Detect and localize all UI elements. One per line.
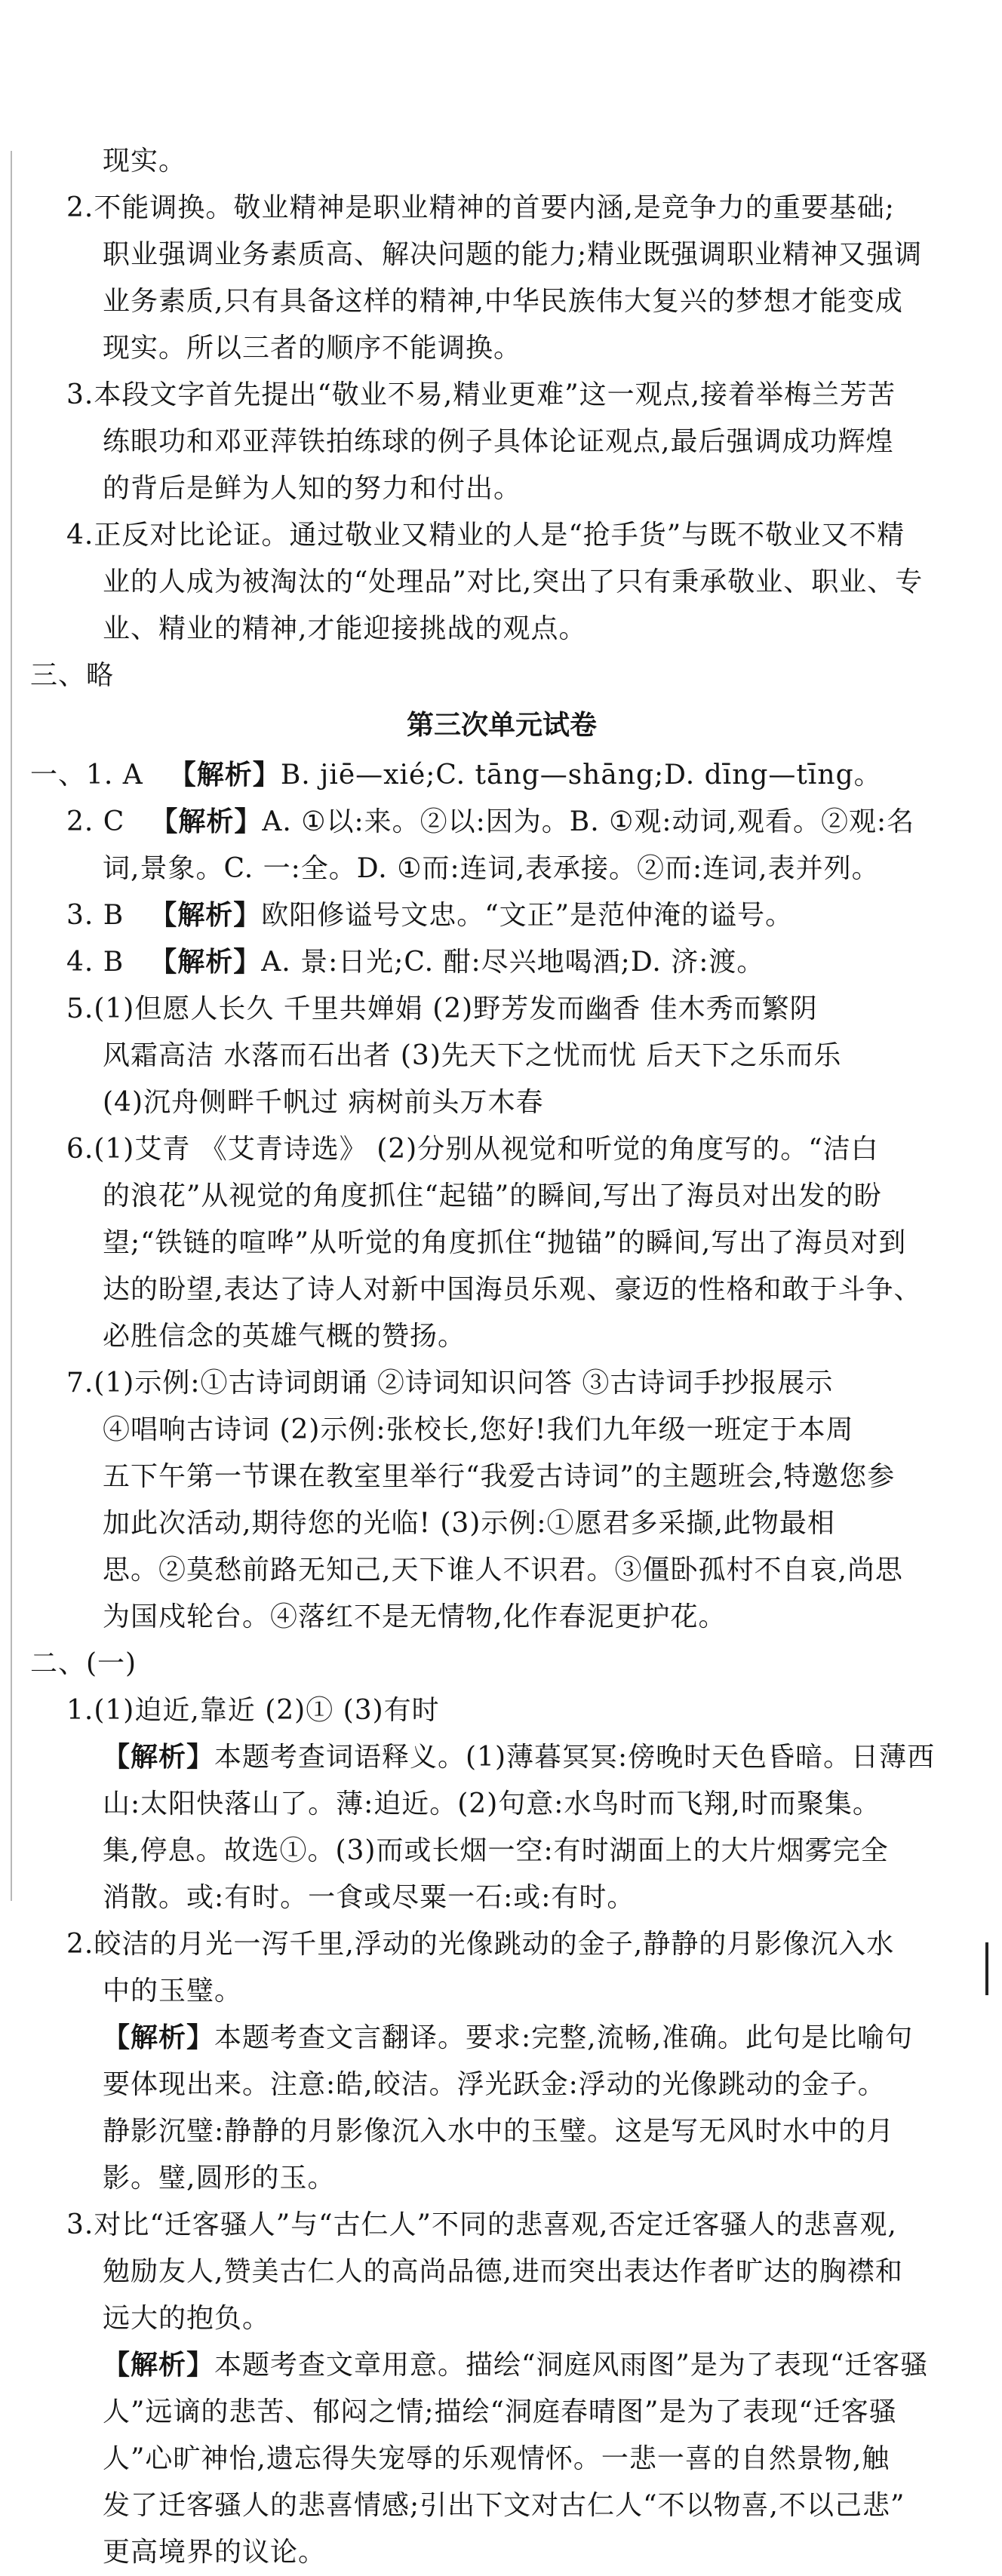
page-edge-mark <box>985 1942 988 1995</box>
text-line: 练眼功和邓亚萍铁拍练球的例子具体论证观点,最后强调成功辉煌 <box>103 426 894 457</box>
analysis-text: 本题考查文章用意。描绘“洞庭风雨图”是为了表现“迁客骚 <box>214 2350 929 2381</box>
answer-item-5: 5.(1)但愿人长久 千里共婵娟 (2)野芳发而幽香 佳木秀而繁阴 <box>66 993 818 1024</box>
text-line: 更高境界的议论。 <box>103 2537 327 2568</box>
text-line: 加此次活动,期待您的光临! (3)示例:①愿君多采撷,此物最相 <box>103 1508 835 1539</box>
answer-item-3 <box>30 892 973 939</box>
text-line: 思。②莫愁前路无知己,天下谁人不识君。③僵卧孤村不自哀,尚思 <box>103 1555 903 1586</box>
item-head: 3. B <box>66 900 124 931</box>
text-line: 望;“铁链的喧哗”从听觉的角度抓住“抛锚”的瞬间,写出了海员对到 <box>103 1227 907 1258</box>
text-line: 消散。或:有时。一食或尽粟一石:或:有时。 <box>103 1882 635 1913</box>
analysis-tag: 【解析】 <box>168 760 281 791</box>
answer-item-2: 2.皎洁的月光一泻千里,浮动的光像跳动的金子,静静的月影像沉入水 <box>66 1929 895 1960</box>
text-line: 静影沉璧:静静的月影像沉入水中的玉璧。这是写无风时水中的月 <box>103 2116 895 2147</box>
answer-item-3: 3.对比“迁客骚人”与“古仁人”不同的悲喜观,否定迁客骚人的悲喜观, <box>66 2209 897 2240</box>
text-line: 业务素质,只有具备这样的精神,中华民族伟大复兴的梦想才能变成 <box>103 286 903 317</box>
answer-page <box>30 138 973 2576</box>
analysis-tag: 【解析】 <box>103 2350 215 2381</box>
text-line: (4)沉舟侧畔千帆过 病树前头万木春 <box>103 1087 544 1118</box>
analysis-line <box>30 1734 973 1781</box>
text-line: 的背后是鲜为人知的努力和付出。 <box>103 473 522 504</box>
answer-item-2 <box>30 799 973 846</box>
text-line: 职业强调业务素质高、解决问题的能力;精业既强调职业精神又强调 <box>103 239 923 270</box>
analysis-text: 欧阳修谥号文忠。“文正”是范仲淹的谥号。 <box>261 900 794 931</box>
answer-item-1 <box>30 752 973 799</box>
text-line: 人”远谪的悲苦、郁闷之情;描绘“洞庭春晴图”是为了表现“迁客骚 <box>103 2396 897 2427</box>
analysis-tag: 【解析】 <box>150 806 263 837</box>
text-line: 业、精业的精神,才能迎接挑战的观点。 <box>103 613 587 644</box>
analysis-text: B. jiē—xié;C. tāng—shāng;D. dīng—tīng。 <box>280 760 882 791</box>
analysis-text: A. 景:日光;C. 酣:尽兴地喝酒;D. 济:渡。 <box>261 947 765 978</box>
text-line: 为国戍轮台。④落红不是无情物,化作春泥更护花。 <box>103 1601 727 1632</box>
item-head: 2. C <box>66 806 125 837</box>
text-line: 必胜信念的英雄气概的赞扬。 <box>103 1321 466 1352</box>
answer-item-3: 3.本段文字首先提出“敬业不易,精业更难”这一观点,接着举梅兰芳苦 <box>66 379 896 410</box>
text-line: 山:太阳快落山了。薄:迫近。(2)句意:水鸟时而飞翔,时而聚集。 <box>103 1788 881 1819</box>
text-line: 发了迁客骚人的悲喜情感;引出下文对古仁人“不以物喜,不以己悲” <box>103 2490 905 2521</box>
text-line: 要体现出来。注意:皓,皎洁。浮光跃金:浮动的光像跳动的金子。 <box>103 2069 886 2100</box>
analysis-line <box>30 2342 973 2389</box>
answer-item-1: 1.(1)迫近,靠近 (2)① (3)有时 <box>66 1695 440 1726</box>
page-margin-rule <box>11 151 12 1901</box>
analysis-tag: 【解析】 <box>103 1742 215 1773</box>
item-head: 一、1. A <box>30 760 143 791</box>
analysis-tag: 【解析】 <box>103 2022 215 2053</box>
text-line: 远大的抱负。 <box>103 2303 271 2334</box>
text-line: 业的人成为被淘汰的“处理品”对比,突出了只有秉承敬业、职业、专 <box>103 566 924 597</box>
text-line: 词,景象。C. 一:全。D. ①而:连词,表承接。②而:连词,表并列。 <box>103 853 880 884</box>
answer-item-7: 7.(1)示例:①古诗词朗诵 ②诗词知识问答 ③古诗词手抄报展示 <box>66 1368 834 1399</box>
text-line: 达的盼望,表达了诗人对新中国海员乐观、豪迈的性格和敢于斗争、 <box>103 1274 922 1305</box>
item-head: 4. B <box>66 947 124 978</box>
answer-item-2: 2.不能调换。敬业精神是职业精神的首要内涵,是竞争力的重要基础; <box>66 192 895 223</box>
section-title: 第三次单元试卷 <box>406 710 597 741</box>
text-line: 人”心旷神怡,遗忘得失宠辱的乐观情怀。一悲一喜的自然景物,触 <box>103 2443 890 2474</box>
analysis-tag: 【解析】 <box>149 900 262 931</box>
analysis-line <box>30 2015 973 2062</box>
text-line: 风霜高洁 水落而石出者 (3)先天下之忧而忧 后天下之乐而乐 <box>103 1040 842 1071</box>
answer-item-4: 4.正反对比论证。通过敬业又精业的人是“抢手货”与既不敬业又不精 <box>66 520 905 551</box>
text-line: 勉励友人,赞美古仁人的高尚品德,进而突出表达作者旷达的胸襟和 <box>103 2256 903 2287</box>
analysis-text: A. ①以:来。②以:因为。B. ①观:动词,观看。②观:名 <box>262 806 915 837</box>
text-line: 集,停息。故选①。(3)而或长烟一空:有时湖面上的大片烟雾完全 <box>103 1835 889 1866</box>
text-line: 五下午第一节课在教室里举行“我爱古诗词”的主题班会,特邀您参 <box>103 1461 896 1492</box>
answer-item-6: 6.(1)艾青 《艾青诗选》 (2)分别从视觉和听觉的角度写的。“洁白 <box>66 1134 879 1165</box>
analysis-tag: 【解析】 <box>149 947 262 978</box>
section-two-head: 二、(一) <box>30 1648 137 1679</box>
analysis-text: 本题考查词语释义。(1)薄暮冥冥:傍晚时天色昏暗。日薄西 <box>214 1742 936 1773</box>
text-line: ④唱响古诗词 (2)示例:张校长,您好!我们九年级一班定于本周 <box>103 1414 854 1445</box>
text-line: 中的玉璧。 <box>103 1976 243 2006</box>
answer-item-4 <box>30 939 973 986</box>
text-line: 现实。 <box>103 146 187 177</box>
text-line: 影。璧,圆形的玉。 <box>103 2163 336 2194</box>
text-line: 的浪花”从视觉的角度抓住“起锚”的瞬间,写出了海员对出发的盼 <box>103 1181 882 1211</box>
section-three: 三、略 <box>30 660 115 691</box>
text-line: 现实。所以三者的顺序不能调换。 <box>103 333 522 364</box>
analysis-text: 本题考查文言翻译。要求:完整,流畅,准确。此句是比喻句 <box>214 2022 914 2053</box>
